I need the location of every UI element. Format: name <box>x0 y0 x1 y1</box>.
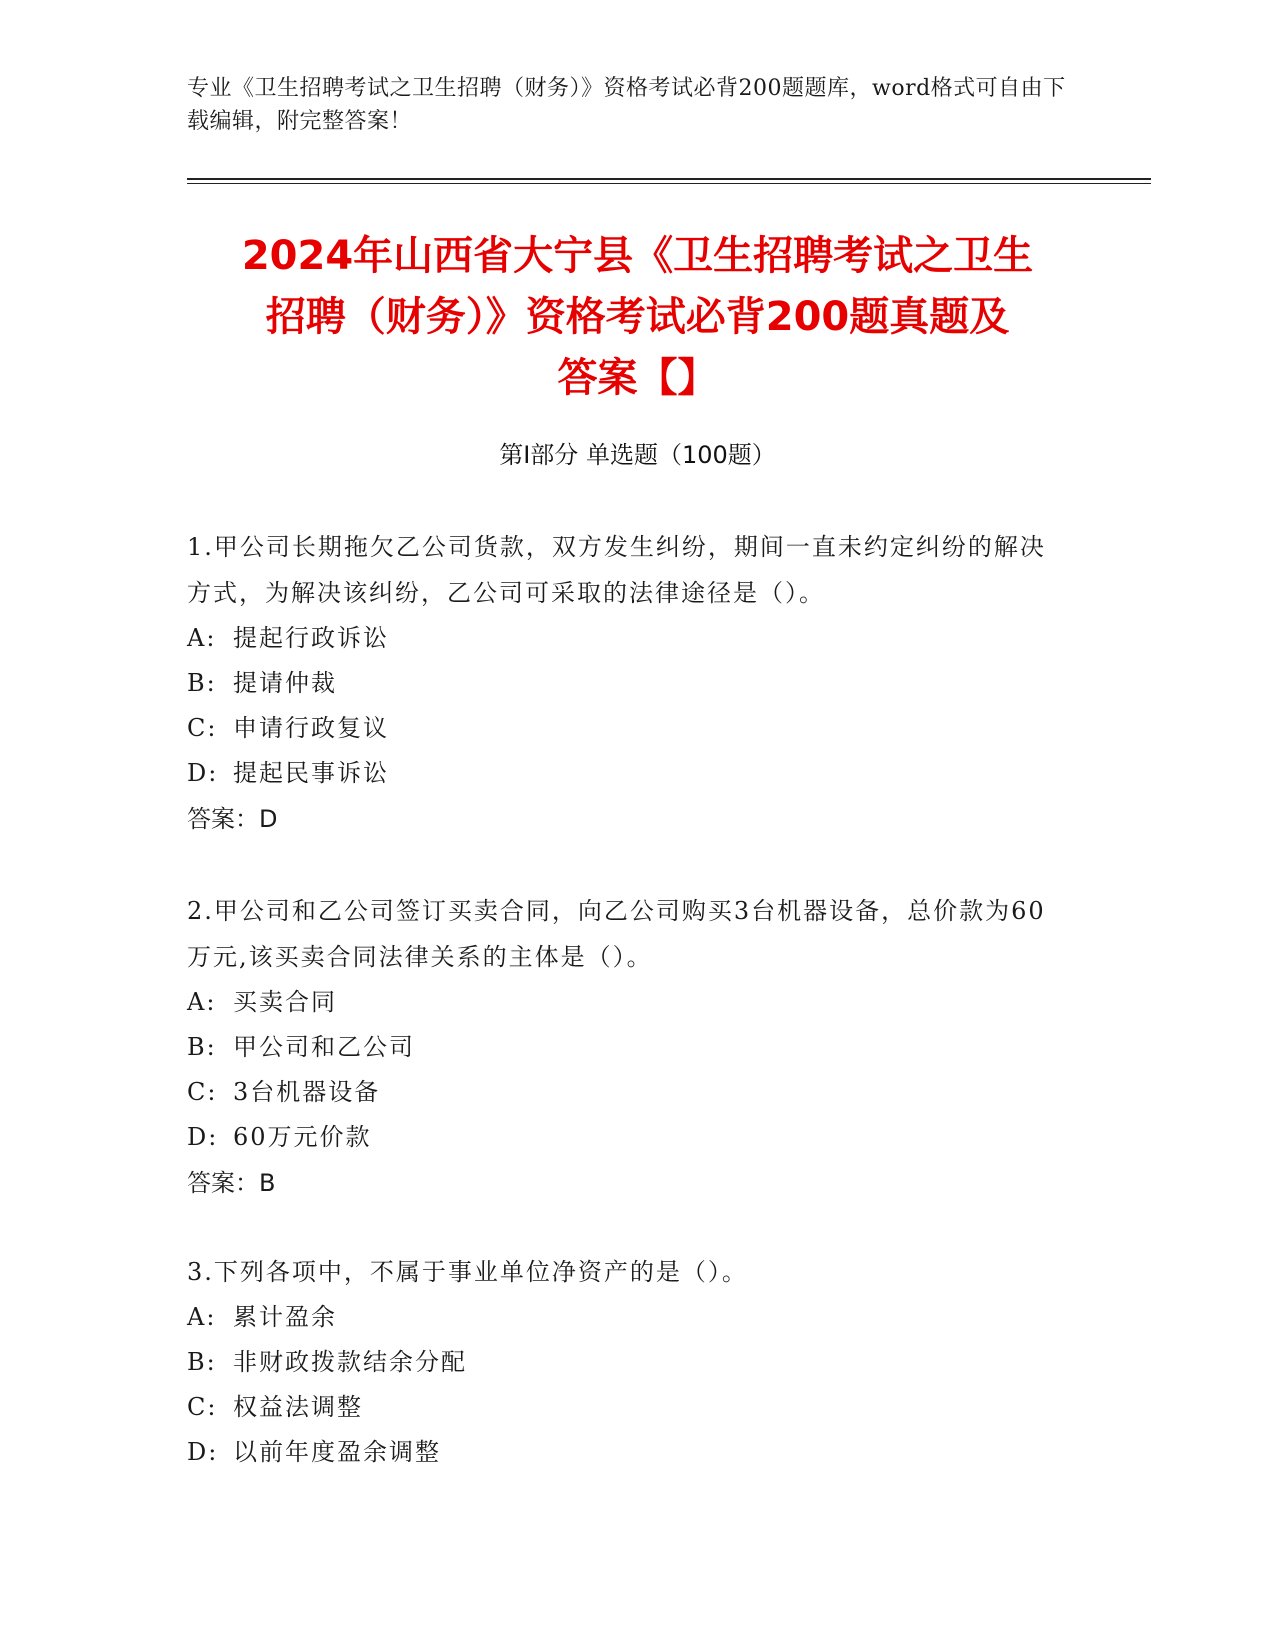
question-text: 1.甲公司长期拖欠乙公司货款，双方发生纠纷，期间一直未约定纠纷的解决方式，为解决该纠纷，乙公司可采取的法律途径是（）。 <box>187 533 1046 607</box>
title-line-2: 招聘（财务）》资格考试必背200题真题及 <box>265 294 1010 340</box>
option-b <box>187 661 1067 706</box>
option-text: 提起行政诉讼 <box>233 624 389 652</box>
option-text: 甲公司和乙公司 <box>233 1033 415 1061</box>
option-text: 累计盈余 <box>233 1303 337 1331</box>
answer: 答案：D <box>187 805 278 833</box>
option-key: C: <box>187 1393 218 1421</box>
option-text: 60万元价款 <box>233 1123 372 1151</box>
option-d <box>187 1115 1067 1160</box>
option-text: 非财政拨款结余分配 <box>233 1348 467 1376</box>
option-a <box>187 980 1067 1025</box>
option-key: C: <box>187 1078 218 1106</box>
option-b <box>187 1340 1067 1385</box>
option-text: 提起民事诉讼 <box>233 759 389 787</box>
option-key: B: <box>187 1348 217 1376</box>
option-text: 以前年度盈余调整 <box>233 1438 441 1466</box>
question-2 <box>187 888 1067 1206</box>
option-key: D: <box>187 1438 219 1466</box>
option-a <box>187 616 1067 661</box>
option-a <box>187 1295 1067 1340</box>
option-key: A: <box>187 624 217 652</box>
question-text: 2.甲公司和乙公司签订买卖合同，向乙公司购买3台机器设备，总价款为60万元,该买卖合同法律关系的主体是（）。 <box>187 897 1046 971</box>
option-d <box>187 751 1067 796</box>
question-3 <box>187 1249 1067 1475</box>
document-title <box>187 226 1088 409</box>
option-c <box>187 1385 1067 1430</box>
question-1 <box>187 524 1067 842</box>
option-text: 提请仲裁 <box>233 669 337 697</box>
option-key: D: <box>187 1123 219 1151</box>
option-key: A: <box>187 988 217 1016</box>
header-rule-bottom <box>187 183 1151 184</box>
option-key: C: <box>187 714 218 742</box>
title-line-3: 答案【】 <box>557 355 718 401</box>
option-c <box>187 706 1067 751</box>
option-key: B: <box>187 669 217 697</box>
option-key: B: <box>187 1033 217 1061</box>
option-d <box>187 1430 1067 1475</box>
question-text: 3.下列各项中，不属于事业单位净资产的是（）。 <box>187 1258 748 1286</box>
option-key: D: <box>187 759 219 787</box>
header-note: 专业《卫生招聘考试之卫生招聘（财务）》资格考试必背200题题库，word格式可自由下载编辑，附完整答案！ <box>187 76 1066 134</box>
header-rule-top <box>187 178 1151 180</box>
option-b <box>187 1025 1067 1070</box>
option-c <box>187 1070 1067 1115</box>
option-text: 权益法调整 <box>233 1393 363 1421</box>
option-text: 3台机器设备 <box>233 1078 381 1106</box>
section-title: 第Ⅰ部分 单选题（100题） <box>499 441 776 469</box>
option-key: A: <box>187 1303 217 1331</box>
title-line-1: 2024年山西省大宁县《卫生招聘考试之卫生 <box>241 233 1034 279</box>
answer: 答案：B <box>187 1169 276 1197</box>
option-text: 申请行政复议 <box>233 714 389 742</box>
option-text: 买卖合同 <box>233 988 337 1016</box>
